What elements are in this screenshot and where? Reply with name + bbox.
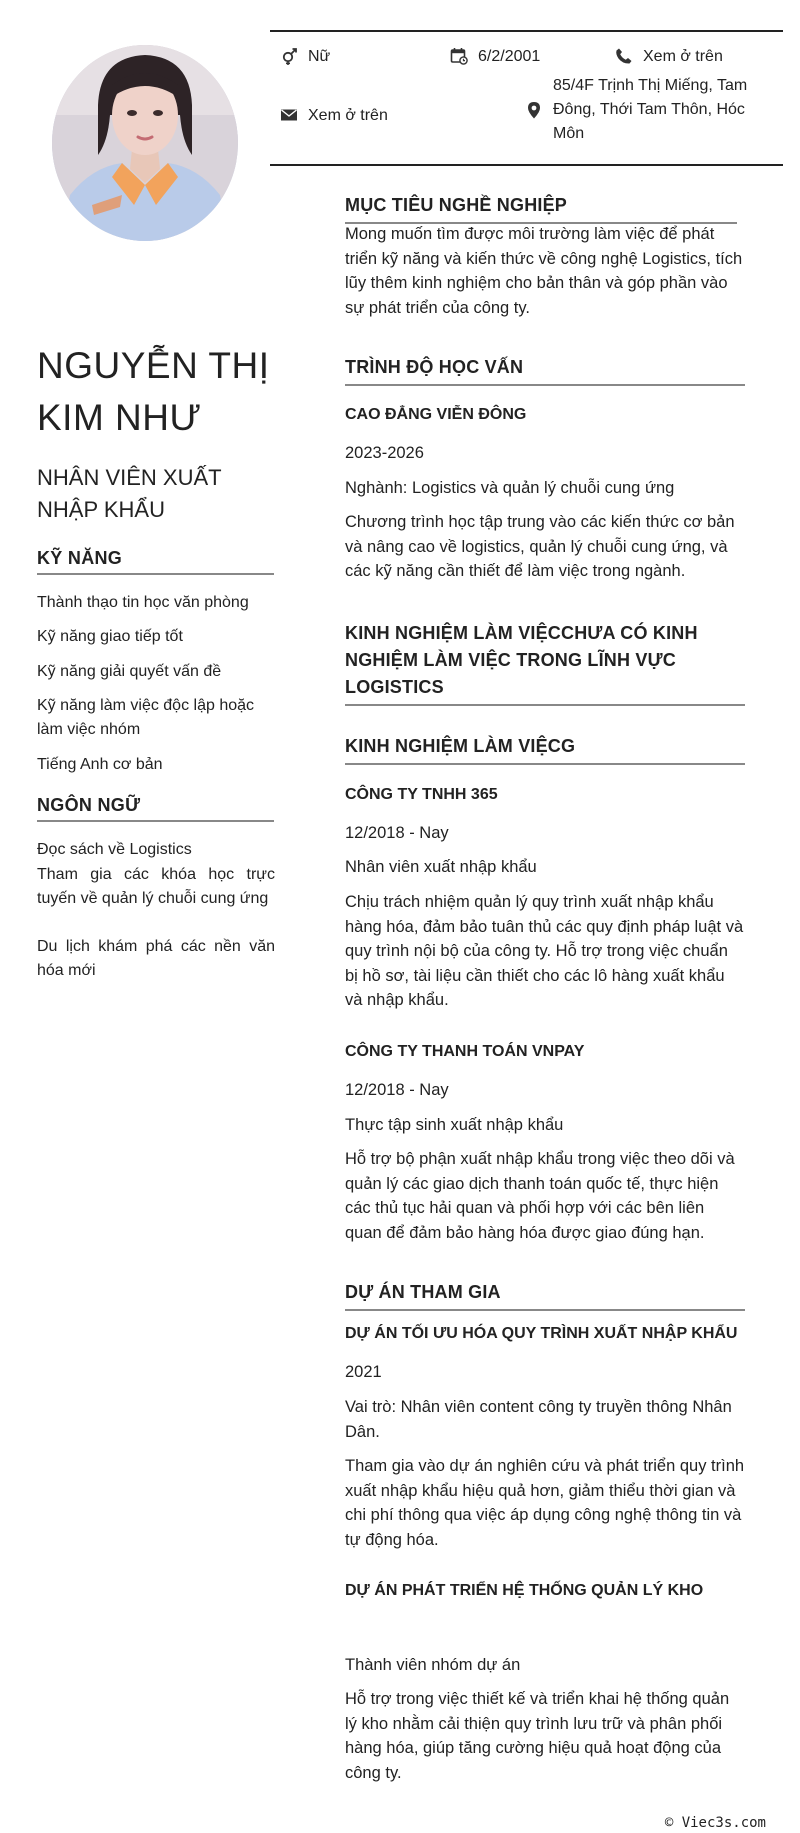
skill-item: Kỹ năng làm việc độc lập hoặc làm việc nhóm bbox=[37, 697, 255, 738]
job-role: Nhân viên xuất nhập khẩu bbox=[345, 858, 537, 876]
skill-item: Tiếng Anh cơ bản bbox=[37, 756, 163, 773]
email-value: Xem ở trên bbox=[308, 107, 388, 124]
project-role: Thành viên nhóm dự án bbox=[345, 1656, 521, 1674]
school-name: CAO ĐẲNG VIỄN ĐÔNG bbox=[345, 406, 527, 423]
project-name: DỰ ÁN TỐI ƯU HÓA QUY TRÌNH XUẤT NHẬP KHẨU bbox=[345, 1325, 738, 1342]
birthday-value: 6/2/2001 bbox=[478, 48, 541, 65]
project-role: Vai trò: Nhân viên content công ty truyền thông Nhân Dân. bbox=[345, 1398, 732, 1441]
projects-heading: DỰ ÁN THAM GIA bbox=[345, 1279, 745, 1311]
birthday-item bbox=[450, 45, 540, 69]
language-item: Đọc sách về Logistics bbox=[37, 841, 192, 858]
address-item bbox=[525, 74, 775, 146]
location-pin-icon bbox=[525, 101, 543, 119]
company-name: CÔNG TY TNHH 365 bbox=[345, 786, 498, 803]
skill-item: Kỹ năng giải quyết vấn đề bbox=[37, 663, 222, 680]
email-icon bbox=[280, 106, 298, 124]
job-role: Thực tập sinh xuất nhập khẩu bbox=[345, 1116, 564, 1134]
skill-item: Thành thạo tin học văn phòng bbox=[37, 594, 249, 611]
skill-item: Kỹ năng giao tiếp tốt bbox=[37, 628, 183, 645]
project-description: Tham gia vào dự án nghiên cứu và phát triển quy trình xuất nhập khẩu hiệu quả hơn, giảm thiểu thời gian và chi phí thông qua việc áp dụng công nghệ thông tin và tự động hóa. bbox=[345, 1457, 745, 1549]
phone-value: Xem ở trên bbox=[643, 48, 723, 65]
job-description: Chịu trách nhiệm quản lý quy trình xuất nhập khẩu hàng hóa, đảm bảo tuân thủ các quy định pháp luật và quy trình nội bộ của công ty. Hỗ trợ trong việc chuẩn bị hồ sơ, tài liệu cần thiết cho các lô hàng xuất khẩu và nhập khẩu. bbox=[345, 893, 744, 1009]
footer-credit: © Viec3s.com bbox=[664, 1815, 766, 1831]
email-item bbox=[280, 104, 388, 128]
gender-value: Nữ bbox=[308, 48, 331, 65]
experience-heading: KINH NGHIỆM LÀM VIỆCG bbox=[345, 733, 745, 765]
languages-heading: NGÔN NGỮ bbox=[37, 795, 274, 822]
project-name: DỰ ÁN PHÁT TRIỂN HỆ THỐNG QUẢN LÝ KHO bbox=[345, 1582, 704, 1599]
objective-heading: MỤC TIÊU NGHỀ NGHIỆP bbox=[345, 192, 737, 224]
project-description: Hỗ trợ trong việc thiết kế và triển khai hệ thống quản lý kho nhằm cải thiện quy trình lưu trữ và phân phối hàng hóa, giúp tăng cường hiệu quả hoạt động của công ty. bbox=[345, 1690, 730, 1782]
gender-item bbox=[280, 45, 330, 69]
language-item: Du lịch khám phá các nền văn hóa mới bbox=[37, 938, 275, 979]
address-value: 85/4F Trịnh Thị Miếng, Tam Đông, Thới Tam Thôn, Hóc Môn bbox=[553, 77, 748, 142]
experience-note-heading: KINH NGHIỆM LÀM VIỆCCHƯA CÓ KINH NGHIỆM LÀM VIỆC TRONG LĨNH VỰC LOGISTICS bbox=[345, 620, 745, 706]
phone-icon bbox=[615, 47, 633, 65]
education-heading: TRÌNH ĐỘ HỌC VẤN bbox=[345, 354, 745, 386]
calendar-icon bbox=[450, 47, 468, 65]
job-period: 12/2018 - Nay bbox=[345, 824, 449, 842]
project-year: 2021 bbox=[345, 1363, 382, 1381]
contact-bar bbox=[270, 30, 783, 166]
education-period: 2023-2026 bbox=[345, 444, 424, 462]
candidate-name: NGUYỄN THỊ KIM NHƯ bbox=[37, 345, 270, 438]
candidate-position: NHÂN VIÊN XUẤT NHẬP KHẨU bbox=[37, 465, 222, 522]
gender-icon bbox=[280, 47, 298, 65]
education-major: Nghành: Logistics và quản lý chuỗi cung ứng bbox=[345, 479, 675, 497]
education-description: Chương trình học tập trung vào các kiến thức cơ bản và nâng cao về logistics, quản lý chuỗi cung ứng, và các kỹ năng cần thiết để làm việc trong ngành. bbox=[345, 513, 735, 580]
company-name: CÔNG TY THANH TOÁN VNPAY bbox=[345, 1043, 585, 1060]
objective-text: Mong muốn tìm được môi trường làm việc để phát triển kỹ năng và kiến thức về công nghệ Logistics, tích lũy thêm kinh nghiệm cho bản thân và góp phần vào sự phát triển của công ty. bbox=[345, 225, 743, 317]
profile-photo bbox=[52, 45, 238, 241]
language-item: Tham gia các khóa học trực tuyến về quản lý chuỗi cung ứng bbox=[37, 866, 275, 907]
skills-heading: KỸ NĂNG bbox=[37, 548, 274, 575]
phone-item bbox=[615, 45, 723, 69]
job-description: Hỗ trợ bộ phận xuất nhập khẩu trong việc theo dõi và quản lý các giao dịch thanh toán quốc tế, thực hiện các thủ tục hải quan và phối hợp với các bên liên quan để đảm bảo hàng hóa được giao đúng hạn. bbox=[345, 1150, 735, 1242]
job-period: 12/2018 - Nay bbox=[345, 1081, 449, 1099]
